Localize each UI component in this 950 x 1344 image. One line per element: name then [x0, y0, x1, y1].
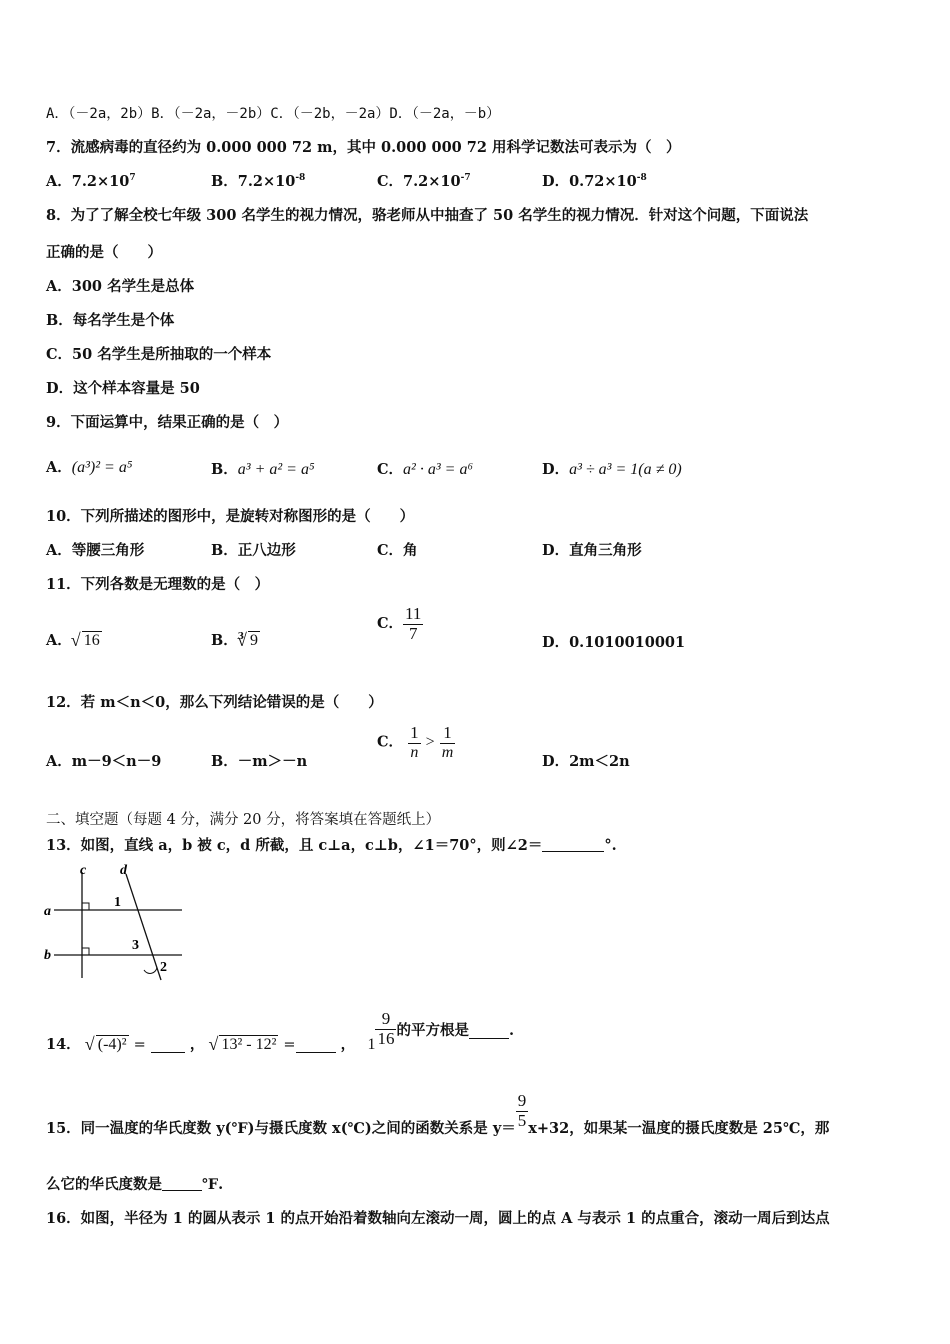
- q10-stem: 10．下列所描述的图形中，是旋转对称图形的是（ ）: [46, 508, 415, 525]
- q13-figure: [40, 860, 190, 985]
- q6-options: A．（－2a，2b）B．（－2a，－2b）C．（－2b，－2a）D．（－2a，－b）: [46, 106, 501, 122]
- q12-stem: 12．若 m＜n＜0，那么下列结论错误的是（ ）: [46, 694, 383, 711]
- right-angle-mark-b: [82, 948, 89, 955]
- label-b: b: [44, 948, 51, 963]
- q8-stem-line1: 8．为了了解全校七年级 300 名学生的视力情况，骆老师从中抽查了 50 名学生的视力情况．针对这个问题，下面说法: [46, 207, 809, 224]
- q9-option-d: D．a³ ÷ a³ = 1(a ≠ 0): [542, 461, 682, 478]
- label-angle-2: 2: [160, 960, 167, 975]
- q9-option-a: A．(a³)² = a⁵: [46, 459, 133, 476]
- label-c: c: [80, 863, 87, 878]
- q10-option-c: C．角: [377, 542, 418, 559]
- q14: 14． √ (-4)² = ， √ 13² - 12² = ， 1 $\frac{9}{16}$ 的平方根是 .: [46, 1010, 514, 1048]
- q12-option-c: C． $\frac{1}{n}$ > $\frac{1}{m}$: [377, 723, 454, 761]
- q12-option-b: B．－m＞－n: [211, 753, 308, 770]
- q11-option-b: B．$^3$√ 9: [211, 629, 260, 650]
- q13-stem: 13．如图，直线 a，b 被 c，d 所截，且 c⊥a，c⊥b，∠1＝70°，则∠2＝ °.: [46, 837, 617, 854]
- q12-option-d: D．2m＜2n: [542, 753, 630, 770]
- q8-option-b: B．每名学生是个体: [46, 312, 175, 329]
- q14-blank-3[interactable]: [469, 1024, 509, 1039]
- label-a: a: [44, 904, 51, 919]
- q11-option-d: D．0.1010010001: [542, 634, 686, 651]
- q9-option-c: C．a² · a³ = a⁶: [377, 461, 473, 478]
- q14-blank-1[interactable]: [151, 1038, 185, 1053]
- q15-answer-blank[interactable]: [162, 1176, 202, 1191]
- q15-line1: 15．同一温度的华氏度数 y(℉)与摄氏度数 x(℃)之间的函数关系是 y＝ $\frac{9}{5}$ x+32，如果某一温度的摄氏度数是 25℃，那: [46, 1091, 830, 1138]
- right-angle-mark-a: [82, 903, 89, 910]
- label-angle-1: 1: [114, 895, 121, 910]
- label-angle-3: 3: [132, 938, 139, 953]
- q11-option-c: C． $\frac{11}{7}$: [377, 604, 422, 643]
- q12-option-a: A．m－9＜n－9: [46, 753, 162, 770]
- q14-blank-2[interactable]: [296, 1038, 336, 1053]
- angle-2-arc: [144, 967, 157, 973]
- q9-option-b: B．a³ + a² = a⁵: [211, 461, 315, 478]
- q11-stem: 11．下列各数是无理数的是（ ）: [46, 576, 270, 593]
- q8-option-d: D．这个样本容量是 50: [46, 380, 200, 397]
- section-heading: 二、填空题（每题 4 分，满分 20 分，将答案填在答题纸上）: [46, 812, 441, 828]
- q16-stem: 16．如图，半径为 1 的圆从表示 1 的点开始沿着数轴向左滚动一周，圆上的点 A 与表示 1 的点重合，滚动一周后到达点: [46, 1210, 830, 1227]
- q8-option-c: C．50 名学生是所抽取的一个样本: [46, 346, 272, 363]
- q7-option-d: D．$0.72\times 10^{-8}$: [542, 173, 647, 190]
- q15-line2: 么它的华氏度数是 ℉.: [46, 1176, 224, 1193]
- q7-stem: 7．流感病毒的直径约为 0.000 000 72 m，其中 0.000 000 72 用科学记数法可表示为（ ）: [46, 139, 681, 156]
- q7-option-c: C．$7.2\times 10^{-7}$: [377, 173, 471, 190]
- q10-option-d: D．直角三角形: [542, 542, 642, 559]
- q10-option-a: A．等腰三角形: [46, 542, 145, 559]
- q11-option-a: A．√ 16: [46, 629, 102, 650]
- q9-stem: 9．下面运算中，结果正确的是（ ）: [46, 414, 289, 431]
- q7-option-a: A．$7.2\times 10^7$: [46, 173, 136, 190]
- line-d: [126, 874, 161, 980]
- q10-option-b: B．正八边形: [211, 542, 296, 559]
- q8-stem-line2: 正确的是（ ）: [46, 244, 162, 261]
- q13-answer-blank[interactable]: [542, 837, 604, 852]
- q7-option-b: B．$7.2\times 10^{-8}$: [211, 173, 306, 190]
- label-d: d: [120, 863, 127, 878]
- q8-option-a: A．300 名学生是总体: [46, 278, 195, 295]
